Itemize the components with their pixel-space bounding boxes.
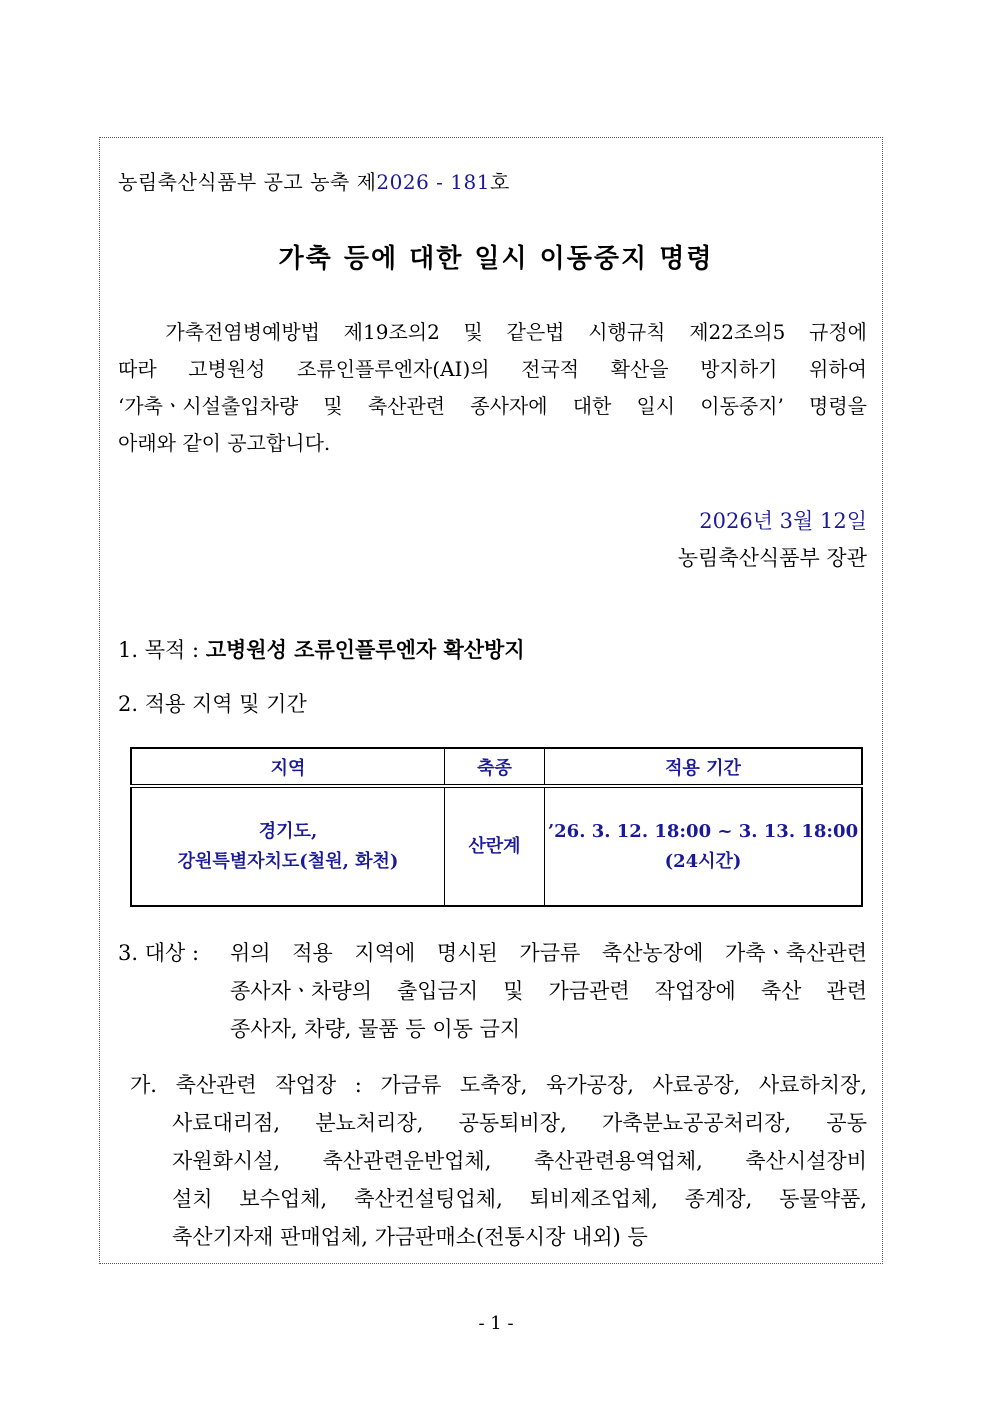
section-purpose: 1. 목적 : 고병원성 조류인플루엔자 확산방지	[118, 637, 525, 662]
notice-number-line: 농림축산식품부 공고 농축 제2026 - 181호	[118, 170, 510, 194]
page-number: - 1 -	[478, 1313, 514, 1334]
notice-number: 2026 - 181	[376, 170, 490, 194]
cell-species: 산란계	[445, 786, 545, 906]
subsection-workplaces: 가. 축산관련 작업장 : 가금류 도축장, 육가공장, 사료공장, 사료하치장, 사료대리점, 분뇨처리장, 공동퇴비장, 가축분뇨공공처리장, 공동 자원화시설, 축산관련운반업체, 축산관련용역업체, 축산시설장비 설치 보수업체, 축산컨설팅업체, 퇴비제조업체, 종계장, 동물약품, 축산기자재 판매업체, 가금판매소(전통시장 내외) 등	[130, 1073, 867, 1249]
intro-paragraph	[118, 314, 867, 462]
table-header-row	[131, 748, 862, 786]
intro-line: 따라 고병원성 조류인플루엔자(AI)의 전국적 확산을 방지하기 위하여	[118, 357, 867, 381]
intro-line: 가축전염병예방법 제19조의2 및 같은법 시행규칙 제22조의5 규정에	[118, 320, 867, 344]
section-target	[118, 934, 867, 1041]
region-table	[130, 747, 863, 907]
header-period: 적용 기간	[545, 748, 863, 786]
cell-period: ’26. 3. 12. 18:00 ~ 3. 13. 18:00 (24시간)	[545, 786, 863, 906]
issuer: 농림축산식품부 장관	[677, 546, 867, 570]
table-row	[131, 786, 862, 906]
section-target-label: 3. 대상 :	[118, 941, 206, 965]
section-region-period: 2. 적용 지역 및 기간	[118, 692, 307, 716]
cell-region: 경기도, 강원특별자치도(철원, 화천)	[131, 786, 445, 906]
header-region: 지역	[131, 748, 445, 786]
intro-line: 아래와 같이 공고합니다.	[118, 431, 331, 455]
intro-line: ‘가축ㆍ시설출입차량 및 축산관련 종사자에 대한 일시 이동중지’ 명령을	[118, 394, 867, 418]
section-target-body: 위의 적용 지역에 명시된 가금류 축산농장에 가축ㆍ축산관련 종사자ㆍ차량의 출입금지 및 가금관련 작업장에 축산 관련 종사자, 차량, 물품 등 이동 금지	[230, 941, 867, 1041]
issue-date: 2026년 3월 12일	[699, 509, 867, 533]
document-title: 가축 등에 대한 일시 이동중지 명령	[278, 244, 714, 274]
purpose-text: 고병원성 조류인플루엔자 확산방지	[205, 637, 525, 662]
header-species: 축종	[445, 748, 545, 786]
